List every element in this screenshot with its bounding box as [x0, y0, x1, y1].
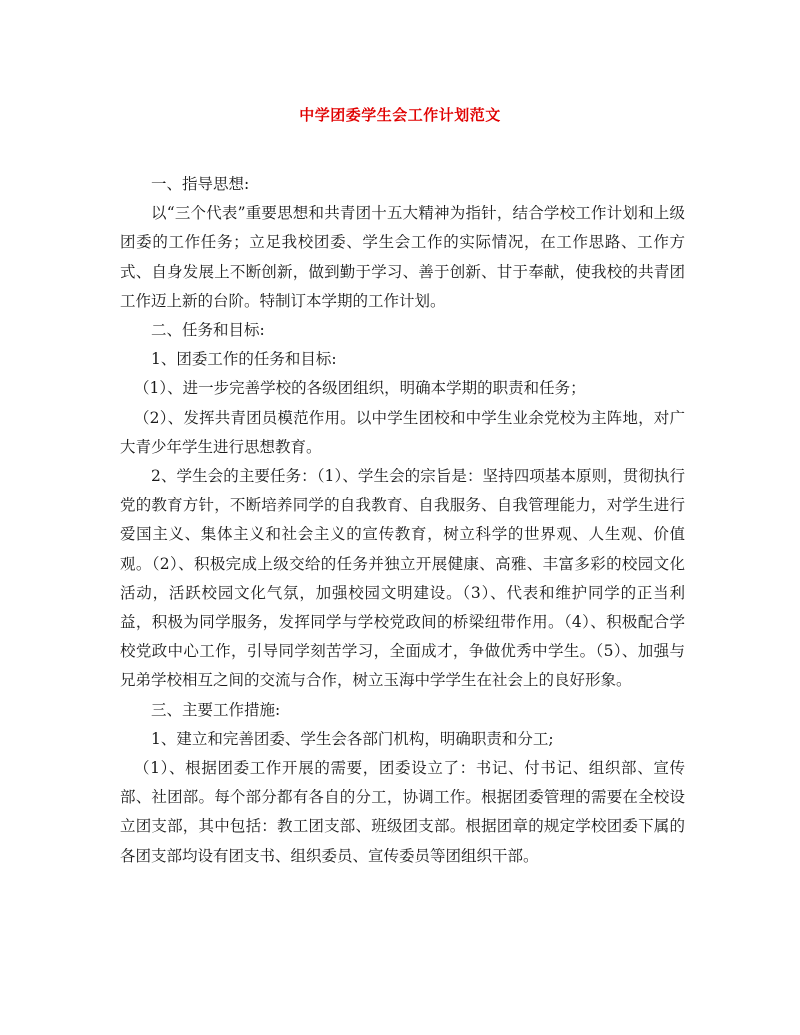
document-body	[120, 170, 685, 871]
paragraph-student-union-tasks: 2、学生会的主要任务：（1）、学生会的宗旨是：坚持四项基本原则，贯彻执行党的教育方针，不断培养同学的自我教育、自我服务、自我管理能力，对学生进行爱国主义、集体主义和社会主义的宣传教育，树立科学的世界观、人生观、价值观。（2）、积极完成上级交给的任务并独立开展健康、高雅、丰富多彩的校园文化活动，活跃校园文化气氛，加强校园文明建设。（3）、代表和维护同学的正当利益，积极为同学服务，发挥同学与学校党政间的桥梁纽带作用。（4）、积极配合学校党政中心工作，引导同学刻苦学习，全面成才，争做优秀中学生。（5）、加强与兄弟学校相互之间的交流与合作，树立玉海中学学生在社会上的良好形象。	[120, 467, 685, 690]
paragraph-league-task-1: （1）、进一步完善学校的各级团组织，明确本学期的职责和任务；	[134, 379, 586, 398]
document-title: 中学团委学生会工作计划范文	[299, 106, 501, 124]
paragraph-measure-1-detail: （1）、根据团委工作开展的需要，团委设立了：书记、付书记、组织部、宣传部、社团部。每个部分都有各自的分工，协调工作。根据团委管理的需要在全校设立团支部，其中包括：教工团支部、班级团支部。根据团章的规定学校团委下属的各团支部均设有团支书、组织委员、宣传委员等团组织干部。	[120, 759, 685, 865]
paragraph-guiding-thought-heading: 一、指导思想:	[151, 175, 250, 193]
paragraph-guiding-thought: 以“三个代表”重要思想和共青团十五大精神为指针，结合学校工作计划和上级团委的工作任务；立足我校团委、学生会工作的实际情况，在工作思路、工作方式、自身发展上不断创新，做到勤于学习、善于创新、甘于奉献，使我校的共青团工作迈上新的台阶。特制订本学期的工作计划。	[120, 204, 685, 310]
paragraph-measures-heading: 三、主要工作措施:	[151, 700, 281, 719]
paragraph-measure-1: 1、建立和完善团委、学生会各部门机构，明确职责和分工;	[151, 729, 554, 748]
paragraph-league-task-2: （2）、发挥共青团员模范作用。以中学生团校和中学生业余党校为主阵地，对广大青少年学生进行思想教育。	[120, 408, 685, 456]
paragraph-tasks-goals-heading: 二、任务和目标:	[151, 321, 265, 340]
paragraph-league-tasks-heading: 1、团委工作的任务和目标:	[151, 350, 337, 369]
